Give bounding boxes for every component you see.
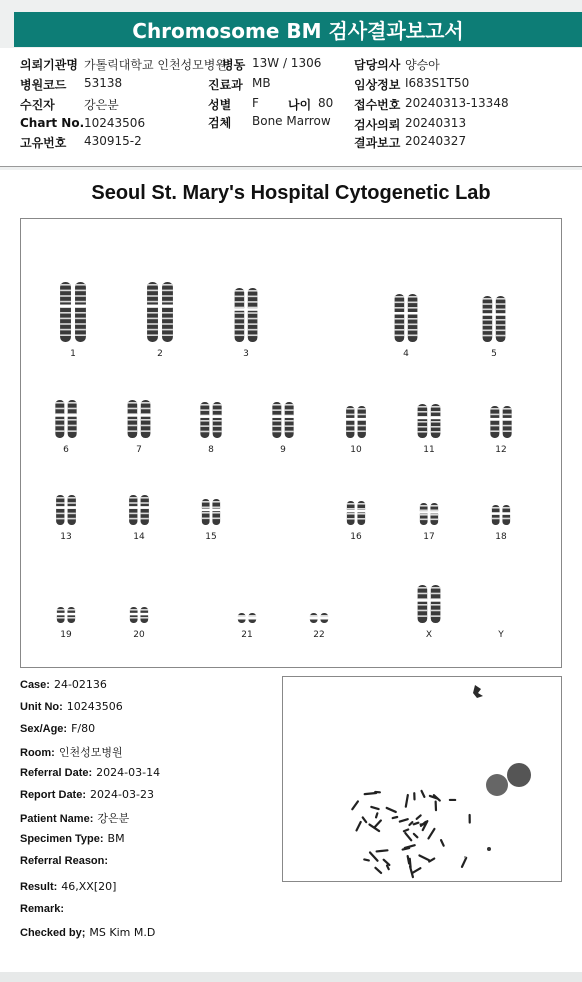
detail-row [20,854,112,867]
chromosome-pair-21 [235,612,259,624]
patient-name-value: 강은분 [84,98,119,112]
report-title: Chromosome BM 검사결과보고서 [132,19,464,43]
institution-value: 가톨릭대학교 인천성모병원 [84,58,227,72]
detail-value: 24-02136 [53,678,107,691]
detail-label: Specimen Type: [20,833,104,845]
cytogenetic-report [0,170,582,972]
chromosome-label-3: 3 [243,349,249,359]
chromosome-label-13: 13 [60,532,72,542]
chromosome-label-4: 4 [403,349,409,359]
chromosome-label-21: 21 [241,630,253,640]
detail-row [20,926,155,939]
registration-no-value: 430915-2 [84,134,142,148]
chromosome-cluster [352,791,469,877]
ward-label: 병동 [222,58,246,72]
chromosome-pair-7 [124,399,154,439]
chromosome-label-11: 11 [423,445,435,455]
chromosome-label-22: 22 [313,630,325,640]
chromosome-pair-14 [126,494,152,526]
detail-label: Unit No: [20,701,63,713]
chromosome-label-X: X [425,630,433,640]
report-date-label: 결과보고 [354,136,401,150]
chromosome-label-16: 16 [350,532,362,542]
chromosome-pair-15 [199,498,223,526]
chromosome-pair-6 [52,399,80,439]
detail-label: Room: [20,747,55,759]
patient-name-label: 수진자 [20,98,55,112]
age-value: 80 [318,96,334,110]
chromosome-label-7: 7 [136,445,142,455]
interphase-nucleus [507,763,531,787]
detail-row [20,832,125,845]
clinical-info-label: 임상정보 [354,78,401,92]
accession-value: 20240313-13348 [405,96,509,110]
detail-value: 인천성모병원 [58,746,123,759]
chromosome-label-15: 15 [205,532,217,542]
detail-value: 10243506 [66,700,123,713]
chromosome-label-18: 18 [495,532,507,542]
department-value: MB [252,76,271,90]
detail-label: Remark: [20,903,65,915]
detail-row [20,810,129,826]
detail-label: Result: [20,881,58,893]
detail-row [20,766,160,779]
doctor-value: 양승아 [405,58,440,72]
chromosome-label-Y: Y [498,630,504,640]
chromosome-pair-X [414,584,444,624]
detail-value: 2024-03-23 [90,788,154,801]
detail-row [20,880,116,893]
chromosome-pair-10 [343,405,369,439]
chromosome-label-19: 19 [60,630,72,640]
chromosome-label-8: 8 [208,445,214,455]
page-footer-strip [0,972,582,982]
hospital-code-value: 53138 [84,76,123,90]
detail-label: Report Date: [20,789,87,801]
detail-label: Referral Reason: [20,855,109,867]
report-header [14,12,582,47]
chromosome-pair-18 [489,504,513,526]
chromosome-pair-11 [414,403,444,439]
detail-value: 46,XX[20] [61,880,117,893]
chromosome-label-5: 5 [491,349,497,359]
chromosome-label-12: 12 [495,445,507,455]
chromosome-pair-3 [231,287,261,343]
detail-value: MS Kim M.D [89,926,156,939]
detail-label: Sex/Age: [20,723,68,735]
chromosome-label-20: 20 [133,630,145,640]
chromosome-label-6: 6 [63,445,69,455]
sex-label: 성별 [208,98,232,112]
specimen-value: Bone Marrow [252,114,331,128]
chromosome-pair-13 [53,494,79,526]
ward-value: 13W / 1306 [252,56,322,70]
detail-row [20,902,68,915]
report-date-value: 20240327 [405,134,467,148]
patient-info-panel [0,48,582,167]
chromosome-pair-1 [56,281,90,343]
chromosome-label-10: 10 [350,445,362,455]
clinical-info-value: I683S1T50 [405,76,470,90]
chart-no-label: Chart No. [20,116,85,130]
lab-title: Seoul St. Mary's Hospital Cytogenetic Lab [91,182,491,204]
specimen-label: 검체 [208,116,232,130]
accession-label: 접수번호 [354,98,401,112]
detail-value: BM [107,832,125,845]
detail-row [20,788,154,801]
stray-chromosome [473,685,483,698]
karyogram [20,218,562,668]
registration-no-label: 고유번호 [20,136,67,150]
request-date-label: 검사의뢰 [354,118,401,132]
department-label: 진료과 [208,78,243,92]
detail-label: Patient Name: [20,813,94,825]
detail-label: Referral Date: [20,767,93,779]
doctor-label: 담당의사 [354,58,401,72]
chromosome-pair-16 [344,500,368,526]
age-label: 나이 [288,98,312,112]
detail-label: Checked by; [20,927,86,939]
chromosome-pair-5 [479,295,509,343]
chromosome-pair-17 [417,502,441,526]
chromosome-label-1: 1 [70,349,76,359]
chromosome-pair-2 [143,281,177,343]
chromosome-label-17: 17 [423,532,435,542]
chromosome-pair-22 [307,612,331,624]
chromosome-label-2: 2 [157,349,163,359]
metaphase-image [282,676,562,882]
detail-row [20,744,123,760]
chromosome-pair-20 [127,606,151,624]
metaphase-spread [283,677,561,881]
chromosome-pair-9 [269,401,297,439]
chromosome-label-9: 9 [280,445,286,455]
chromosome-pair-8 [197,401,225,439]
chart-no-value: 10243506 [84,116,146,130]
detail-row [20,722,95,735]
request-date-value: 20240313 [405,116,467,130]
chromosome-pair-12 [487,405,515,439]
chromosome-pair-4 [391,293,421,343]
detail-label: Case: [20,679,50,691]
detail-value: 강은분 [97,812,130,825]
institution-label: 의뢰기관명 [20,58,78,72]
interphase-nucleus [486,774,508,796]
detail-value: F/80 [71,722,96,735]
detail-row [20,700,123,713]
hospital-code-label: 병원코드 [20,78,67,92]
chromosome-label-14: 14 [133,532,145,542]
detail-value: 2024-03-14 [96,766,161,779]
chromosome-pair-19 [54,606,78,624]
sex-value: F [252,96,259,110]
detail-row [20,678,107,691]
